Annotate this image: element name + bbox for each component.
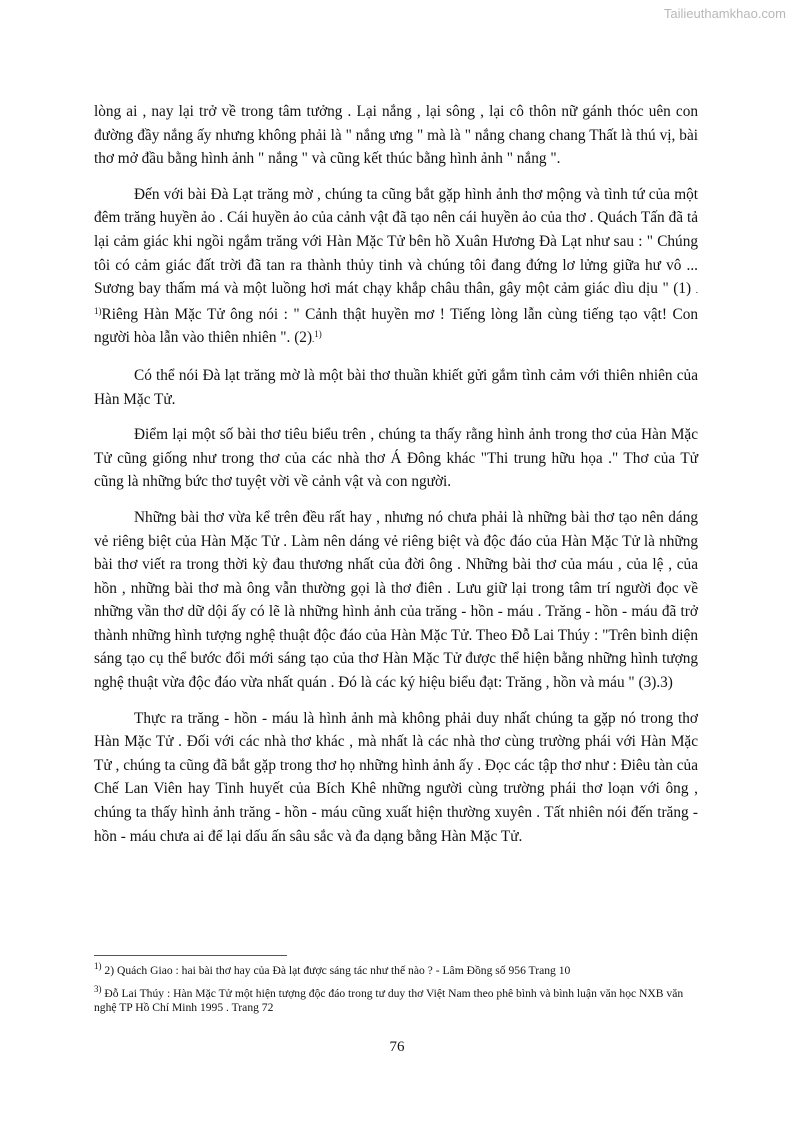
page-number: 76 [389, 1039, 405, 1055]
footnote-ref-2: 1) [314, 329, 322, 340]
paragraph-2-part-a: Đến với bài Đà Lạt trăng mờ , chúng ta cũng bắt gặp hình ảnh thơ mộng và tình tứ của một đêm trăng huyền ảo . Cái huyền ảo của cảnh vật đã tạo nên cái huyền ảo của thơ . Quách Tấn đã tả lại cảm giác khi ngồi ngắm trăng với Hàn Mặc Tử bên hồ Xuân Hương Đà Lạt như sau : " Chúng tôi có cảm giác đất trời đã tan ra thành thủy tinh và chúng tôi đang đứng lơ lửng giữa hư vô ... Sương bay thấm má và một luồng hơi mát chạy khắp châu thân, gây một cảm giác dìu dịu " (1) [94, 185, 698, 298]
paragraph-3: Có thể nói Đà lạt trăng mờ là một bài thơ thuần khiết gửi gắm tình cảm với thiên nhiên của Hàn Mặc Tử. [94, 366, 698, 408]
footnote-1-text: 2) Quách Giao : hai bài thơ hay của Đà lạt được sáng tác như thế nào ? - Lâm Đồng số 956 Trang 10 [101, 964, 571, 977]
paragraph-5: Những bài thơ vừa kể trên đều rất hay , nhưng nó chưa phải là những bài thơ tạo nên dáng vẻ riêng biệt của Hàn Mặc Tử . Làm nên dáng vẻ riêng biệt và độc đáo của Hàn Mặc Tử là những bài thơ viết ra trong thời kỳ đau thương nhất của đời ông . Những bài thơ của máu , của lệ , của hồn , những bài thơ mà ông vẫn thường gọi là thơ điên . Lưu giữ lại trong tâm trí người đọc về những vần thơ dữ dội ấy có lẽ là những hình ảnh của trăng - hồn - máu . Trăng - hồn - máu đã trở thành những hình tượng nghệ thuật độc đáo của Hàn Mặc Tử. Theo Đỗ Lai Thúy : "Trên bình diện sáng tạo cụ thể bước đổi mới sáng tạo của thơ Hàn Mặc Tử được thể hiện bằng những hình tượng nghệ thuật vừa độc đáo vừa nhất quán . Đó là các ký hiệu biểu đạt: Trăng , hồn và máu " (3).3) [94, 508, 698, 692]
paragraph-6: Thực ra trăng - hồn - máu là hình ảnh mà không phải duy nhất chúng ta gặp nó trong thơ Hàn Mặc Tử . Đối với các nhà thơ khác , mà nhất là các nhà thơ cùng trường phái với Hàn Mặc Tử , chúng ta cũng đã bắt gặp trong thơ họ những hình ảnh ấy . Đọc các tập thơ như : Điêu tàn của Chế Lan Viên hay Tinh huyết của Bích Khê những người cùng trường phái thơ loạn với ông , chúng ta thấy hình ảnh trăng - hồn - máu cũng xuất hiện thường xuyên . Tất nhiên nói đến trăng - hồn - máu chưa ai để lại dấu ấn sâu sắc và đa dạng bằng Hàn Mặc Tử. [94, 709, 698, 845]
paragraph-4: Điểm lại một số bài thơ tiêu biểu trên , chúng ta thấy rằng hình ảnh trong thơ của Hàn Mặc Tử cũng giống như trong thơ của các nhà thơ Á Đông khác "Thi trung hữu họa ." Thơ của Tử cũng là những bức thơ tuyệt vời về cảnh vật và con người. [94, 426, 698, 491]
footnote-ref-1: 1) [94, 305, 102, 316]
paragraph-2-dot: . [695, 285, 698, 296]
paragraph-2-dot-2: . [312, 334, 315, 345]
page-body [94, 100, 698, 860]
footnotes [94, 961, 698, 1024]
footnote-1 [94, 961, 698, 979]
paragraph-2 [94, 183, 698, 352]
footnote-2-text: Đỗ Lai Thúy : Hàn Mặc Tử một hiện tượng độc đáo trong tư duy thơ Việt Nam theo phê bình và bình luận văn học NXB văn nghệ TP Hồ Chí Minh 1995 . Trang 72 [94, 986, 684, 1014]
watermark: Tailieuthamkhao.com [663, 6, 786, 21]
footnote-divider [94, 955, 287, 956]
paragraph-1: lòng ai , nay lại trở về trong tâm tưởng . Lại nắng , lại sông , lại cô thôn nữ gánh thóc uên con đường đầy nắng ấy nhưng không phải là " nắng ưng " mà là " nắng chang chang Thất là thú vị, bài thơ mở đầu bằng hình ảnh " nắng " và cũng kết thúc bằng hình ảnh " nắng ". [94, 103, 698, 168]
paragraph-2-part-b: Riêng Hàn Mặc Tử ông nói : " Cảnh thật huyền mơ ! Tiếng lòng lẫn cùng tiếng tạo vật! Con người hòa lẫn vào thiên nhiên ". (2) [94, 305, 698, 347]
footnote-2-marker: 3) [94, 983, 102, 994]
footnote-2 [94, 983, 698, 1016]
footnote-1-marker: 1) [94, 961, 102, 971]
